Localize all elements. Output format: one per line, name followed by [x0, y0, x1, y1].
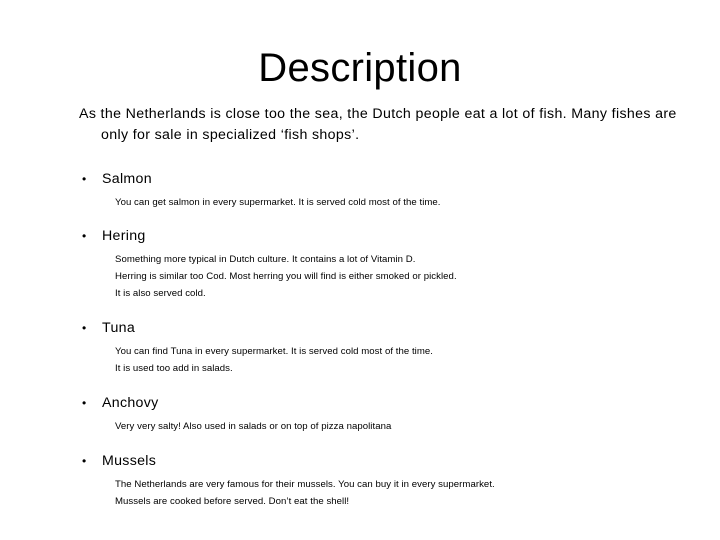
item-details: [115, 418, 682, 435]
bullet-icon: •: [82, 454, 87, 468]
bullet-icon: •: [82, 172, 87, 186]
detail-line: It is also served cold.: [115, 288, 206, 299]
detail-line: The Netherlands are very famous for their mussels. You can buy it in every supermarket.: [115, 479, 495, 490]
item-details: [115, 476, 682, 510]
bullet-icon: •: [82, 396, 87, 410]
fish-item-anchovy: [82, 392, 682, 435]
fish-item-hering: [82, 225, 682, 302]
item-heading: Anchovy: [102, 395, 159, 411]
item-details: [115, 343, 682, 377]
detail-line: You can get salmon in every supermarket. It is served cold most of the time.: [115, 197, 441, 208]
intro-paragraph: [79, 104, 689, 146]
intro-line-1: As the Netherlands is close too the sea, the Dutch people eat a lot of fish. Many fishes are: [79, 106, 677, 122]
detail-line: Mussels are cooked before served. Don’t eat the shell!: [115, 496, 350, 507]
item-details: [115, 194, 682, 211]
fish-item-tuna: [82, 317, 682, 377]
item-heading: Hering: [102, 228, 146, 244]
slide-title: Description: [258, 46, 462, 90]
detail-line: Something more typical in Dutch culture. It contains a lot of Vitamin D.: [115, 254, 416, 265]
item-heading: Mussels: [102, 453, 157, 469]
intro-line-2: only for sale in specialized ‘fish shops’.: [101, 127, 360, 143]
bullet-icon: •: [82, 321, 87, 335]
detail-line: It is used too add in salads.: [115, 363, 233, 374]
fish-item-mussels: [82, 450, 682, 510]
detail-line: You can find Tuna in every supermarket. It is served cold most of the time.: [115, 346, 434, 357]
fish-item-salmon: [82, 168, 682, 211]
detail-line: Very very salty! Also used in salads or on top of pizza napolitana: [115, 421, 392, 432]
detail-line: Herring is similar too Cod. Most herring you will find is either smoked or pickled.: [115, 271, 457, 282]
item-heading: Salmon: [102, 171, 152, 187]
item-heading: Tuna: [102, 320, 136, 336]
bullet-icon: •: [82, 229, 87, 243]
item-details: [115, 251, 682, 302]
